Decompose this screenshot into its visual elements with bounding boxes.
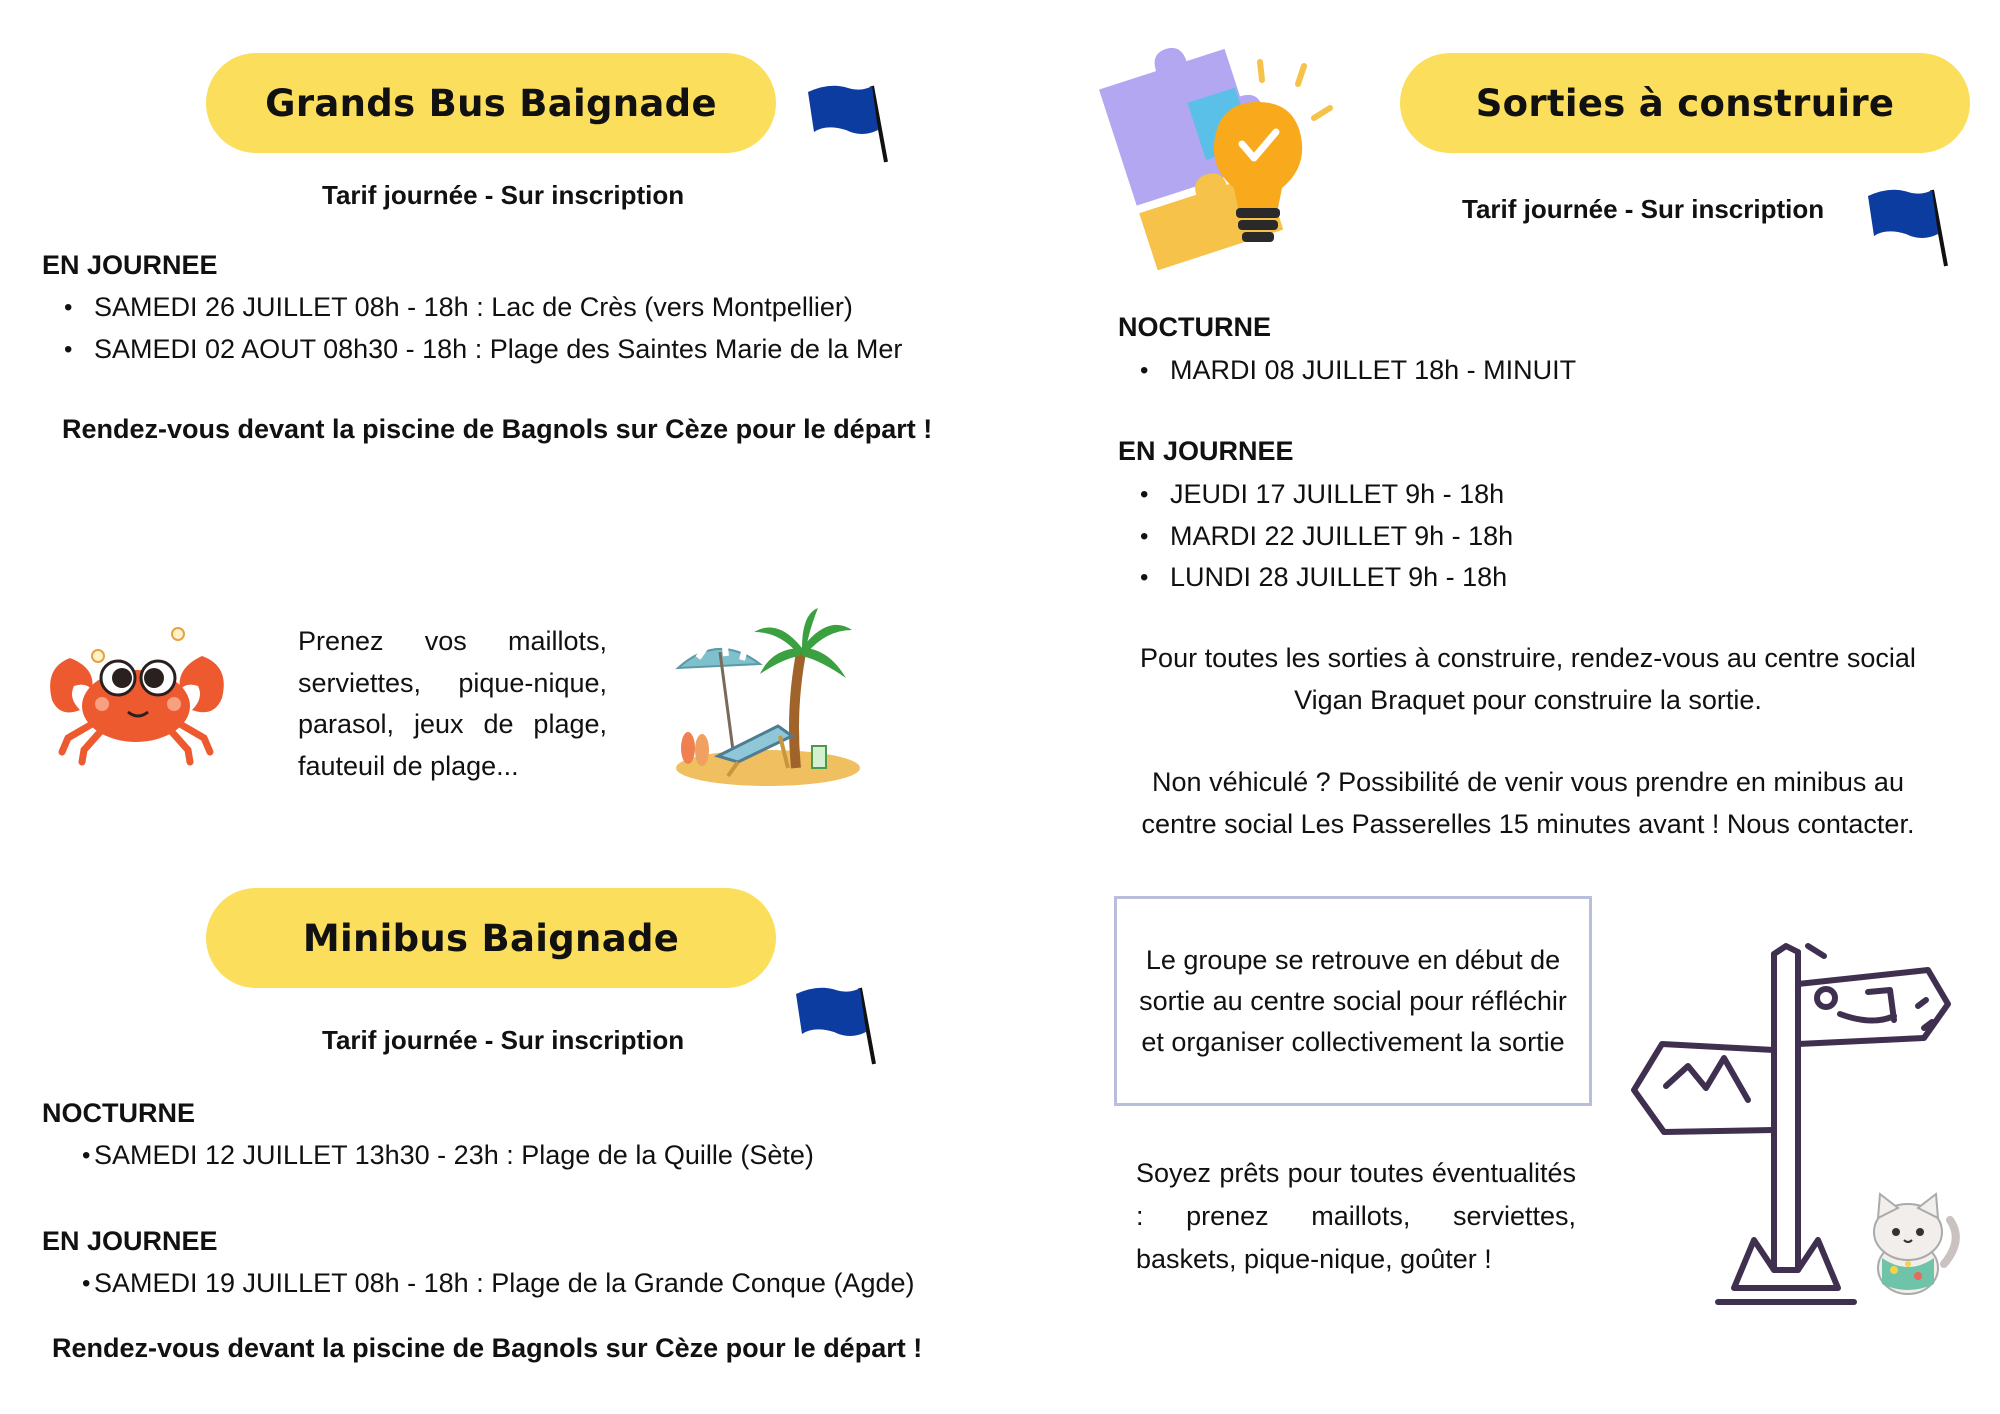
sorties-title: Sorties à construire [1400,53,1970,153]
grands-bus-rdv: Rendez-vous devant la piscine de Bagnols sur Cèze pour le départ ! [62,414,933,444]
minibus-nocturne-label: NOCTURNE [42,1098,195,1128]
minibus-title: Minibus Baignade [206,888,776,988]
group-note-text: Le groupe se retrouve en début de sortie au centre social pour réfléchir et organiser collectivement la sortie [1139,944,1567,1057]
sorties-tarif: Tarif journée - Sur inscription [1462,194,1825,224]
sorties-journee-label: EN JOURNEE [1118,436,1294,466]
grands-bus-list [42,287,902,370]
list-item: • SAMEDI 12 JUILLET 13h30 - 23h : Plage de la Quille (Sète) [42,1135,814,1177]
flag-icon [1860,182,1960,272]
minibus-rdv: Rendez-vous devant la piscine de Bagnols sur Cèze pour le départ ! [52,1333,923,1363]
flag-icon [800,78,900,168]
puzzle-bulb-icon [1096,40,1356,270]
crab-icon [40,628,230,768]
sorties-journee-list [1118,474,1513,599]
minibus-journee-label: EN JOURNEE [42,1226,218,1256]
list-item: • LUNDI 28 JUILLET 9h - 18h [1118,557,1513,599]
list-item: • MARDI 22 JUILLET 9h - 18h [1118,516,1513,558]
cat-icon [1862,1180,1962,1300]
sorties-vehicle-paragraph: Non véhiculé ? Possibilité de venir vous prendre en minibus au centre social Les Passerelles 15 minutes avant ! Nous contacter. [1141,767,1915,839]
grands-bus-title: Grands Bus Baignade [206,53,776,153]
grands-bus-section-label: EN JOURNEE [42,250,218,280]
list-item: • JEUDI 17 JUILLET 9h - 18h [1118,474,1513,516]
sorties-nocturne-label: NOCTURNE [1118,312,1271,342]
ready-paragraph: Soyez prêts pour toutes éventualités : prenez maillots, serviettes, baskets, pique-nique, goûter ! [1136,1158,1576,1274]
list-item: • MARDI 08 JUILLET 18h - MINUIT [1118,350,1576,392]
minibus-journee-list [42,1263,914,1305]
grands-bus-tarif: Tarif journée - Sur inscription [322,180,685,210]
list-item: • SAMEDI 26 JUILLET 08h - 18h : Lac de Crès (vers Montpellier) [42,287,902,329]
sorties-nocturne-list [1118,350,1576,392]
beach-icon [668,608,868,788]
minibus-nocturne-list [42,1135,814,1177]
minibus-tarif: Tarif journée - Sur inscription [322,1025,685,1055]
group-note-box [1114,896,1592,1106]
flag-icon [788,980,888,1070]
list-item: • SAMEDI 19 JUILLET 08h - 18h : Plage de la Grande Conque (Agde) [42,1263,914,1305]
list-item: • SAMEDI 02 AOUT 08h30 - 18h : Plage des Saintes Marie de la Mer [42,329,902,371]
packing-note: Prenez vos maillots, serviettes, pique-nique, parasol, jeux de plage, fauteuil de plage... [298,626,607,781]
sorties-rdv-paragraph: Pour toutes les sorties à construire, rendez-vous au centre social Vigan Braquet pour construire la sortie. [1140,643,1916,715]
